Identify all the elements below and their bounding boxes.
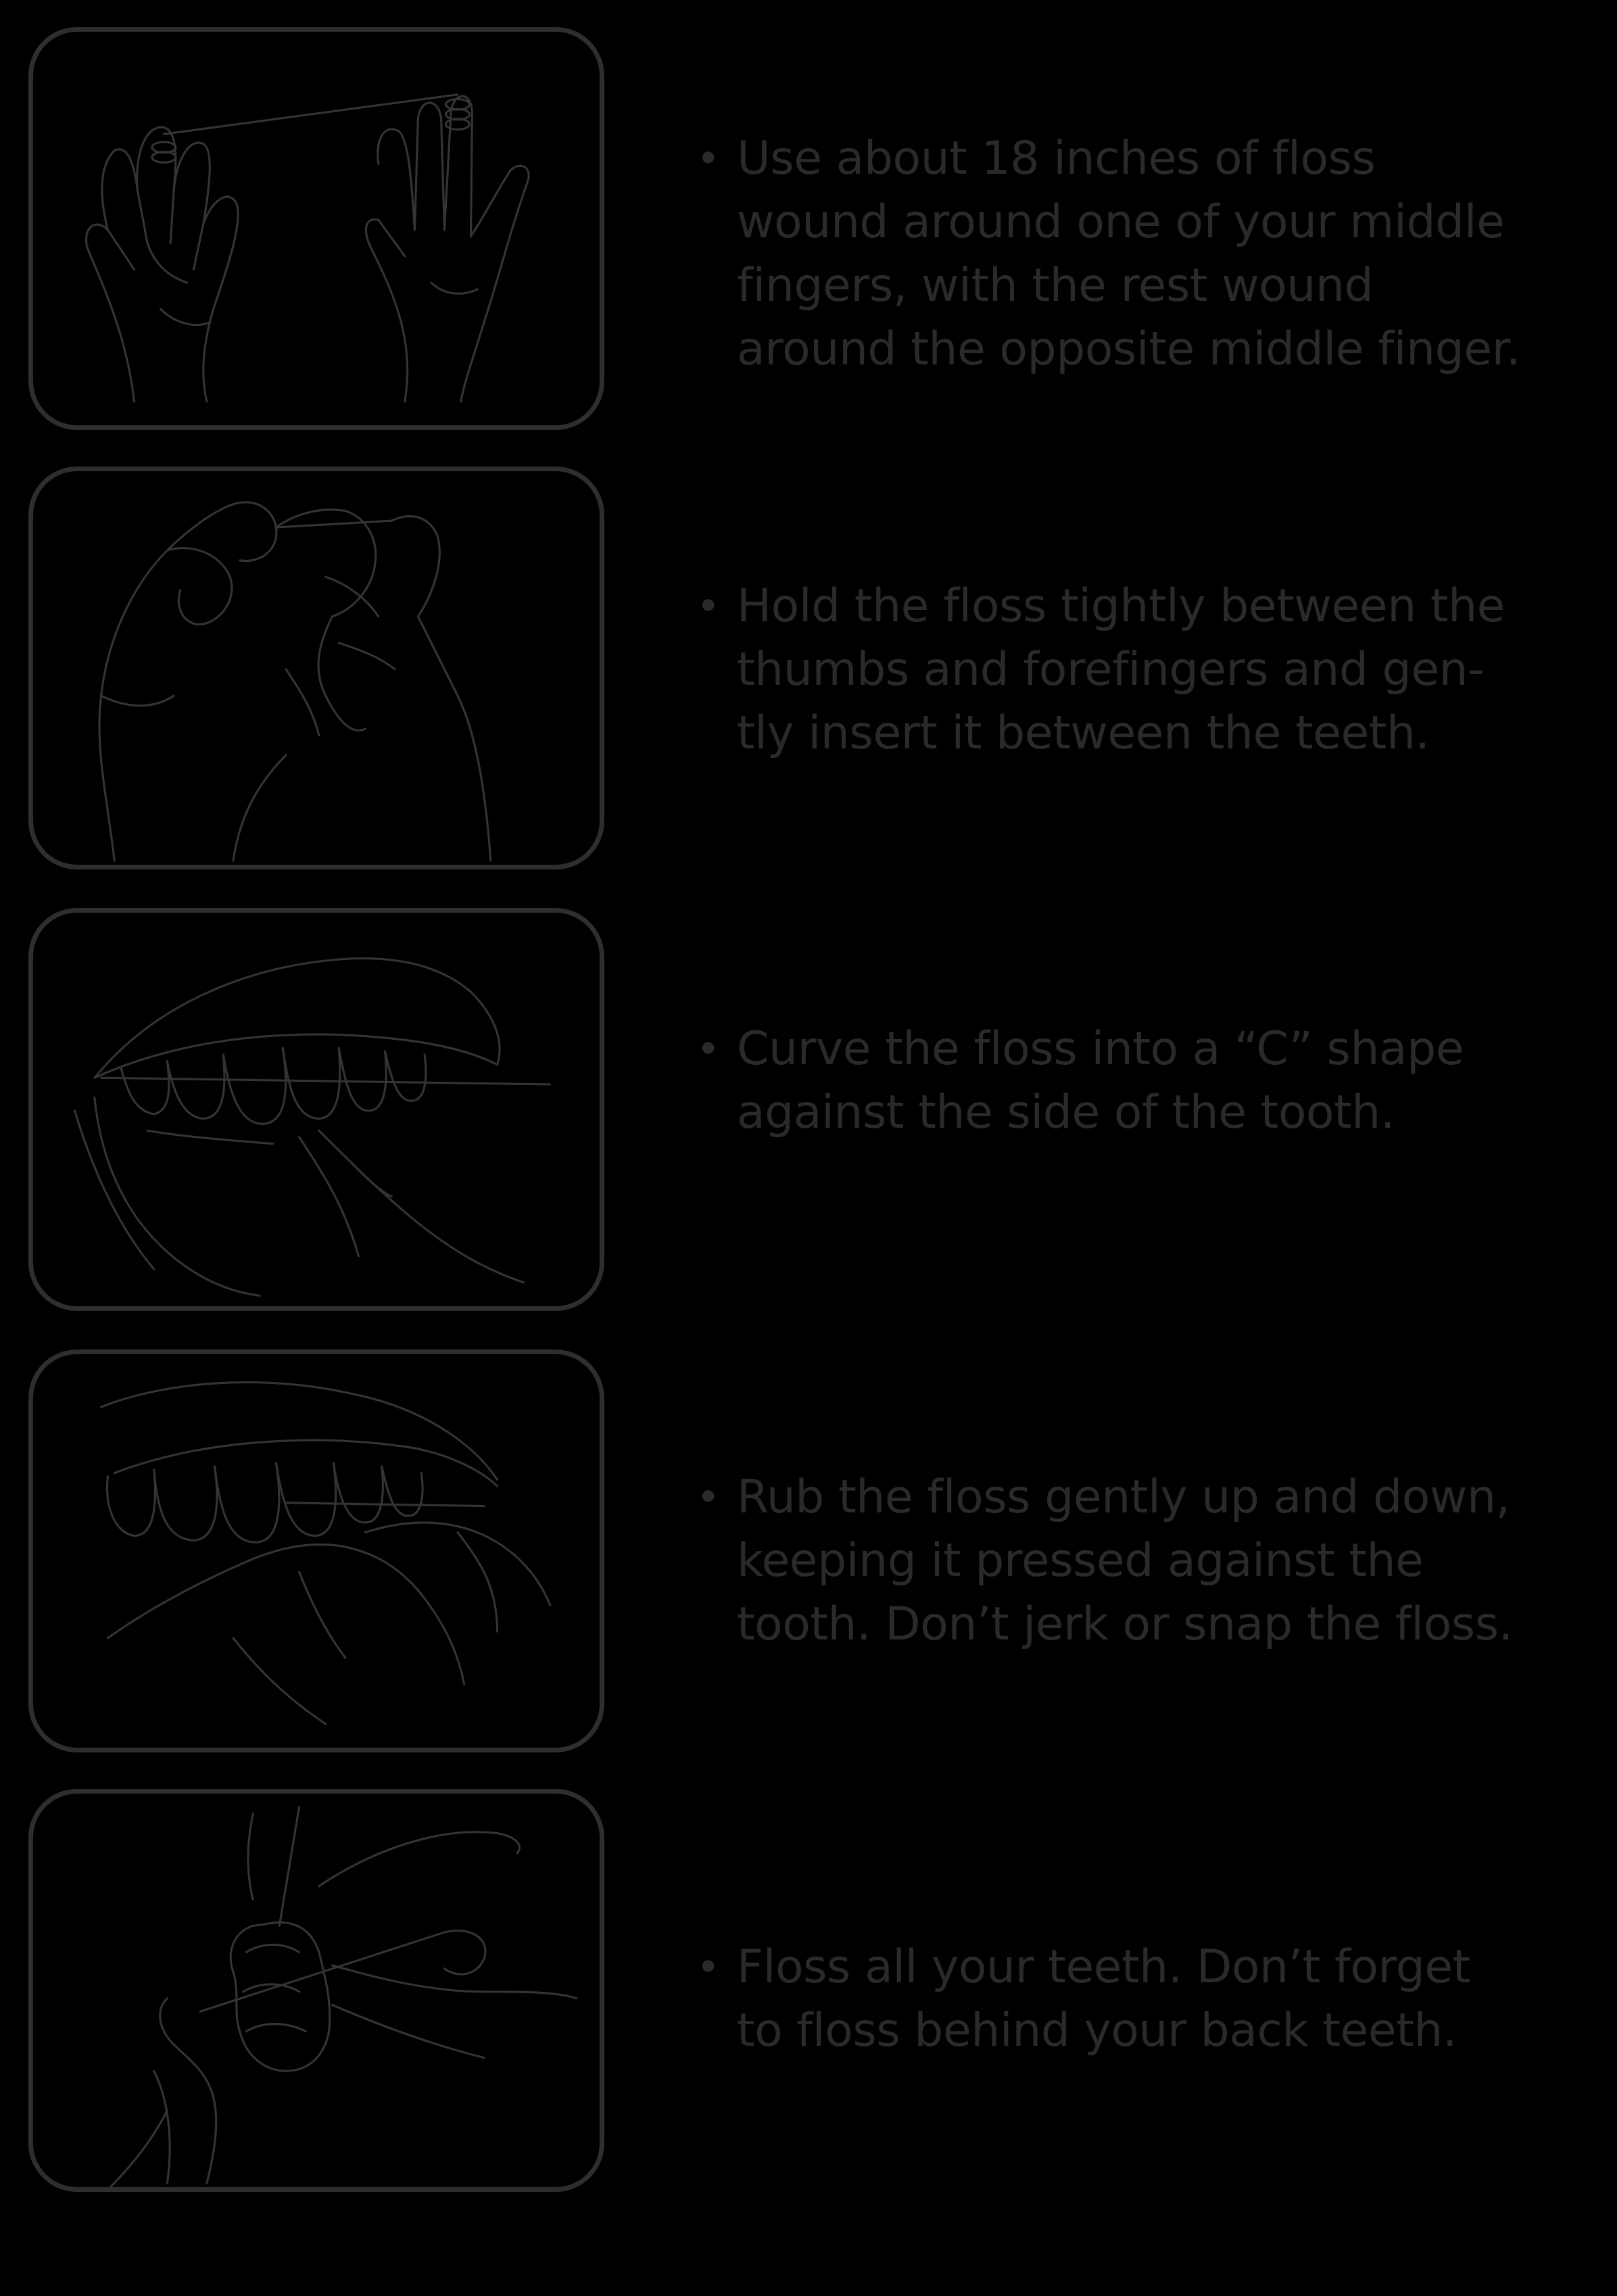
bullet: • bbox=[696, 135, 721, 183]
step-5-illustration bbox=[28, 1789, 604, 2192]
bullet: • bbox=[696, 1474, 721, 1521]
step-2-illustration bbox=[28, 467, 604, 869]
floss-rubbing-teeth-icon bbox=[33, 1354, 600, 1748]
step-4-text: Rub the floss gently up and down, keeping it pressed against the tooth. Don’t jerk or snap the floss. bbox=[737, 1470, 1513, 1651]
bullet: • bbox=[696, 583, 721, 630]
bullet: • bbox=[696, 1944, 721, 1991]
step-3-illustration bbox=[28, 908, 604, 1311]
step-4-illustration bbox=[28, 1349, 604, 1752]
floss-back-teeth-icon bbox=[33, 1794, 600, 2187]
step-2-text: Hold the floss tightly between the thumbs and forefingers and gen- tly insert it between the teeth. bbox=[737, 579, 1505, 760]
hands-wrapping-floss-icon bbox=[33, 32, 600, 425]
step-5-text: Floss all your teeth. Don’t forget to floss behind your back teeth. bbox=[737, 1940, 1470, 2057]
hands-holding-floss-icon bbox=[33, 471, 600, 865]
floss-c-shape-teeth-icon bbox=[33, 913, 600, 1306]
step-2-caption bbox=[696, 575, 1575, 765]
step-1-caption bbox=[696, 127, 1575, 381]
step-4-caption bbox=[696, 1466, 1575, 1656]
bullet: • bbox=[696, 1026, 721, 1073]
step-1-illustration bbox=[28, 27, 604, 430]
step-3-caption bbox=[696, 1018, 1575, 1145]
step-3-text: Curve the floss into a “C” shape against the side of the tooth. bbox=[737, 1022, 1464, 1139]
step-5-caption bbox=[696, 1936, 1575, 2063]
step-1-text: Use about 18 inches of floss wound around one of your middle fingers, with the rest wound around the opposite middle finger. bbox=[737, 132, 1520, 376]
